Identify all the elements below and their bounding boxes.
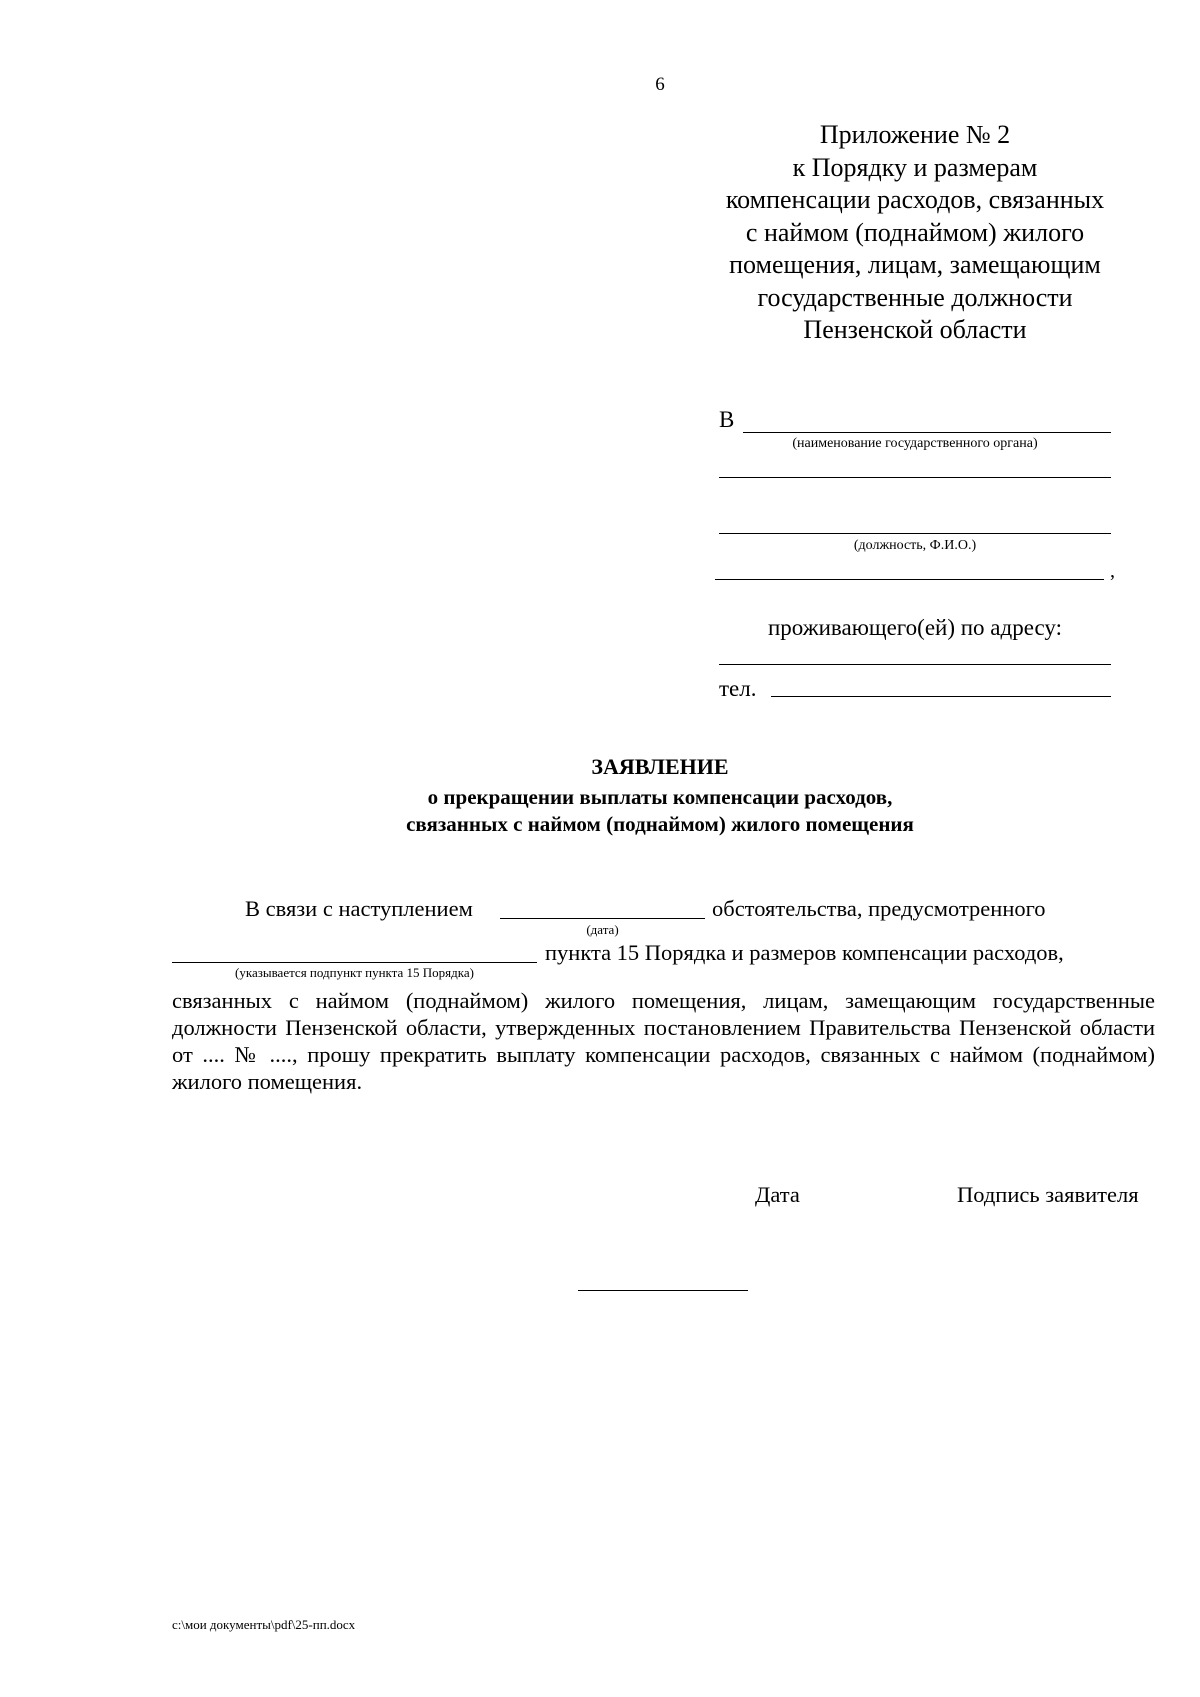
statement-paragraph-text: связанных с наймом (поднаймом) жилого помещения, лицам, замещающим государственные должности Пензенской области, утвержденных постановлением Правительства Пензенской области от .... № ...., прошу прекратить выплату компенсации расходов, связанных с наймом (поднаймом) жилого помещения.	[172, 988, 1155, 1094]
statement-after-subpoint: пункта 15 Порядка и размеров компенсации расходов,	[545, 940, 1064, 965]
person-line	[719, 533, 1111, 534]
document-subtitle-line-1: о прекращении выплаты компенсации расходов,	[427, 785, 893, 809]
address-line	[719, 664, 1111, 665]
person-caption: (должность, Ф.И.О.)	[853, 538, 977, 553]
date-line	[500, 918, 705, 919]
subpoint-line	[172, 962, 537, 963]
file-path-footer: c:\мои документы\pdf\25-пп.docx	[172, 1617, 356, 1632]
document-title: ЗАЯВЛЕНИЕ	[591, 754, 729, 779]
appendix-line: с наймом (поднаймом) жилого	[745, 217, 1085, 247]
date-caption: (дата)	[586, 922, 619, 937]
appendix-header	[700, 119, 1130, 347]
organ-name-line	[743, 432, 1111, 433]
residing-label: проживающего(ей) по адресу:	[768, 615, 1062, 640]
signature-label: Подпись заявителя	[957, 1182, 1139, 1207]
statement-start: В связи с наступлением	[245, 896, 473, 921]
appendix-line: компенсации расходов, связанных	[725, 185, 1105, 214]
addressee-prefix: В	[719, 407, 735, 432]
statement-after-date: обстоятельства, предусмотренного	[712, 896, 1046, 921]
subpoint-caption: (указывается подпункт пункта 15 Порядка)	[235, 965, 474, 980]
page-number: 6	[655, 74, 665, 95]
phone-label: тел.	[719, 676, 757, 701]
document-subtitle-line-2: связанных с наймом (поднаймом) жилого помещения	[406, 812, 914, 836]
appendix-line: помещения, лицам, замещающим	[729, 250, 1101, 279]
appendix-line: к Порядку и размерам	[792, 152, 1038, 182]
statement-paragraph	[172, 987, 1155, 1095]
appendix-line: Приложение № 2	[819, 120, 1011, 149]
organ-caption: (наименование государственного органа)	[792, 436, 1038, 451]
appendix-line: Пензенской области	[803, 315, 1027, 344]
phone-line	[771, 696, 1111, 697]
comma: ,	[1110, 560, 1115, 582]
date-label: Дата	[755, 1182, 800, 1207]
closing-separator	[578, 1290, 748, 1291]
person-line-2	[715, 579, 1104, 580]
appendix-line: государственные должности	[757, 282, 1073, 312]
organ-name-line-2	[719, 477, 1111, 478]
